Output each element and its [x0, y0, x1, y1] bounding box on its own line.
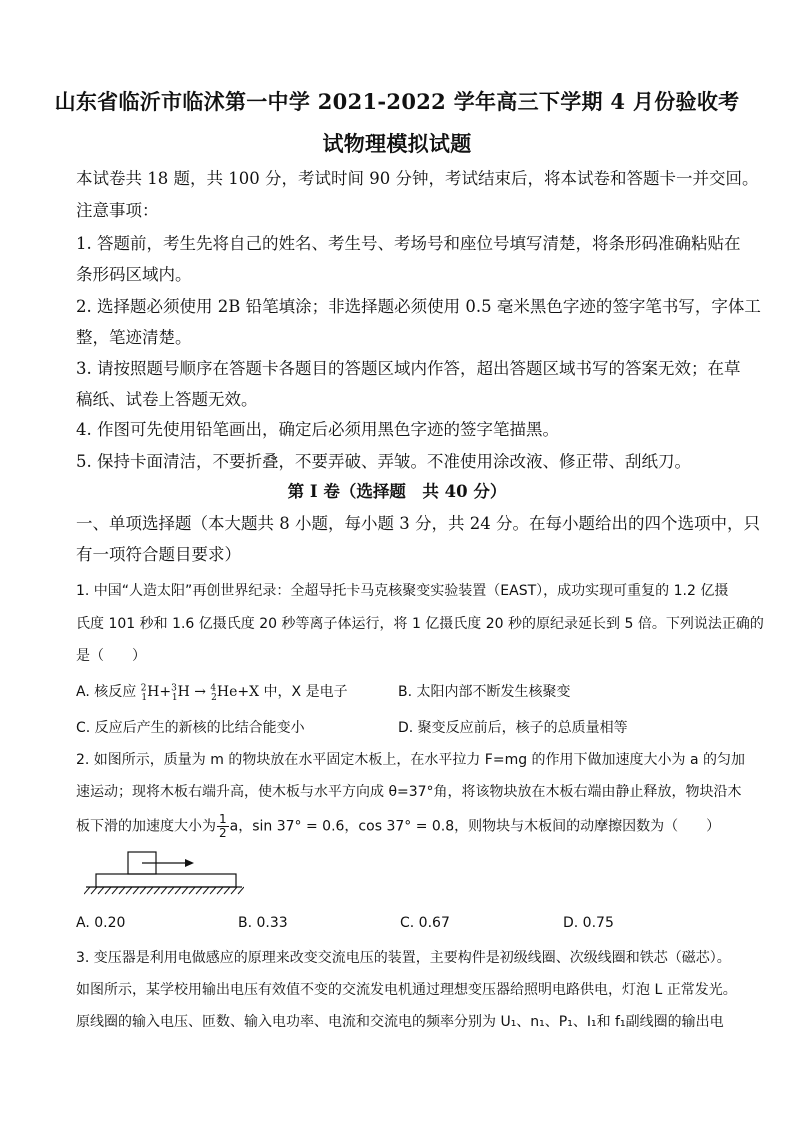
arrow-head [185, 859, 194, 867]
option-a-prefix: A. 核反应 [76, 684, 141, 700]
question-3-text: 原线圈的输入电压、匝数、输入电功率、电流和交流电的频率分别为 U₁、n₁、P₁、I₁和 f₁副线圈的输出电 [76, 1014, 724, 1030]
notice-line: 条形码区域内。 [76, 265, 192, 284]
question-1-text: 是（ ） [76, 648, 146, 664]
question-2-option-a[interactable]: A. 0.20 [76, 915, 126, 931]
question-2-option-b[interactable]: B. 0.33 [238, 915, 288, 931]
question-3-text: 3. 变压器是利用电做感应的原理来改变交流电压的装置，主要构件是初级线圈、次级线圈和铁芯（磁芯）。 [76, 950, 731, 966]
question-2-text-suffix: a，sin 37° = 0.6，cos 37° = 0.8，则物块与木板间的动摩擦因数为（ ） [229, 818, 721, 835]
question-1-option-a[interactable] [76, 681, 348, 703]
notice-line: 2. 选择题必须使用 2B 铅笔填涂；非选择题必须使用 0.5 毫米黑色字迹的签字笔书写，字体工 [76, 297, 761, 316]
question-1-option-b[interactable]: B. 太阳内部不断发生核聚变 [398, 684, 571, 700]
notice-line: 稿纸、试卷上答题无效。 [76, 390, 258, 409]
nuclear-equation: $^2_1$H+$^3_1$H → $^4_2$He+X [140, 683, 260, 703]
fraction-one-half [217, 813, 229, 840]
volume-heading: 第 I 卷（选择题 共 40 分） [287, 482, 507, 501]
notice-heading: 注意事项： [76, 201, 159, 220]
question-2-option-c[interactable]: C. 0.67 [400, 915, 450, 931]
section-heading: 有一项符合题目要求） [76, 545, 241, 564]
section-heading: 一、单项选择题（本大题共 8 小题，每小题 3 分，共 24 分。在每小题给出的四个选项中，只 [76, 514, 760, 533]
question-1-option-d[interactable]: D. 聚变反应前后，核子的总质量相等 [398, 720, 628, 736]
notice-line: 5. 保持卡面清洁，不要折叠，不要弄破、弄皱。不准使用涂改液、修正带、刮纸刀。 [76, 452, 691, 471]
exam-intro: 本试卷共 18 题，共 100 分，考试时间 90 分钟，考试结束后，将本试卷和答题卡一并交回。 [76, 169, 759, 188]
notice-line: 3. 请按照题号顺序在答题卡各题目的答题区域内作答，超出答题区域书写的答案无效；在草 [76, 359, 741, 378]
ground-hatching [84, 887, 244, 894]
exam-title-line1: 山东省临沂市临沭第一中学 2021-2022 学年高三下学期 4 月份验收考 [54, 89, 740, 114]
question-1-option-c[interactable]: C. 反应后产生的新核的比结合能变小 [76, 720, 305, 736]
exam-title-line2: 试物理模拟试题 [322, 131, 472, 156]
block-on-board-figure [84, 848, 244, 898]
notice-line: 整，笔迹清楚。 [76, 328, 192, 347]
question-1-text: 1. 中国“人造太阳”再创世界纪录：全超导托卡马克核聚变实验装置（EAST），成功实现可重复的 1.2 亿摄 [76, 583, 729, 599]
notice-line: 1. 答题前，考生先将自己的姓名、考生号、考场号和座位号填写清楚，将条形码准确粘贴在 [76, 234, 741, 253]
question-3-text: 如图所示，某学校用输出电压有效值不变的交流发电机通过理想变压器给照明电路供电，灯泡 L 正常发光。 [76, 982, 737, 998]
question-2-text: 速运动；现将木板右端升高，使木板与水平方向成 θ=37°角，将该物块放在木板右端由静止释放，物块沿木 [76, 784, 742, 800]
question-1-text: 氏度 101 秒和 1.6 亿摄氏度 20 秒等离子体运行，将 1 亿摄氏度 20 秒的原纪录延长到 5 倍。下列说法正确的 [76, 616, 764, 632]
question-2-text [76, 813, 726, 840]
board [96, 874, 236, 887]
question-2-text-prefix: 板下滑的加速度大小为 [76, 818, 216, 835]
question-2-text: 2. 如图所示，质量为 m 的物块放在水平固定木板上，在水平拉力 F=mg 的作用下做加速度大小为 a 的匀加 [76, 752, 746, 768]
notice-line: 4. 作图可先使用铅笔画出，确定后必须用黑色字迹的签字笔描黑。 [76, 420, 559, 439]
option-a-suffix: 中，X 是电子 [259, 684, 348, 700]
fraction-numerator: 1 [219, 812, 227, 826]
fraction-denominator: 2 [219, 826, 227, 840]
question-2-option-d[interactable]: D. 0.75 [563, 915, 614, 931]
